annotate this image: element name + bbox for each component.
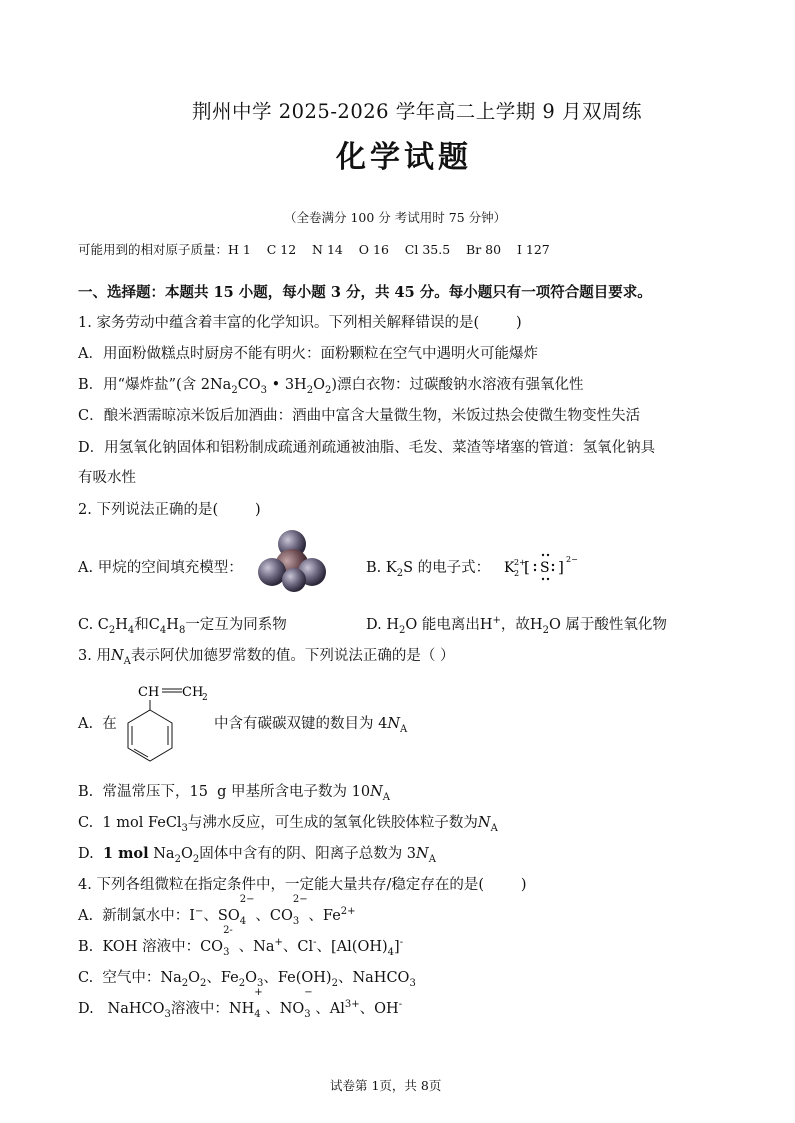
q1-b-pre: B．用“爆炸盐”(含 2Na xyxy=(78,377,232,393)
q2-c-mid: 一定互为同系物 xyxy=(185,617,287,633)
q3-c-mid: 与沸水反应，可生成的氢氧化铁胶体粒子数为 xyxy=(187,815,478,831)
q3-option-b: B. 常温常压下，15 g 甲基所含电子数为 $10N_A$ xyxy=(78,784,391,803)
page-footer: 试卷第 1页，共 8页 xyxy=(330,1078,442,1093)
exam-info: （全卷满分 100 分 考试用时 75 分钟） xyxy=(284,210,507,225)
q1-stem: 1. 家务劳动中蕴含着丰富的化学知识。下列相关解释错误的是( ) xyxy=(78,315,522,331)
atomic-masses: 可能用到的相对原子质量：H 1 C 12 N 14 O 16 Cl 35.5 Br 80 I 127 xyxy=(78,242,550,257)
q1-option-a: A．用面粉做糕点时厨房不能有明火：面粉颗粒在空气中遇明火可能爆炸 xyxy=(78,346,538,362)
styrene-structure xyxy=(120,680,216,764)
q3-b-text: B. 常温常压下，15 g 甲基所含电子数为 10 xyxy=(78,784,371,800)
q3-stem-end: 表示阿伏加德罗常数的值。下列说法正确的是（ ） xyxy=(130,648,455,664)
exam-title: 荆州中学 2025-2026 学年高二上学期 9 月双周练 xyxy=(192,100,643,123)
subject-title: 化学试题 xyxy=(336,140,472,175)
q4-option-c: C. 空气中：$Na_2O_2$、$Fe_2O_3$、$Fe(OH)_2$、NaHCO$_3$ xyxy=(78,970,416,989)
q4-d-pre: D. NaHCO xyxy=(78,1001,165,1017)
q3-d-mid: 固体中含有的阴、阳离子总数为 3 xyxy=(199,846,417,862)
q3-option-c: C. 1 mol FeCl$_3$与沸水反应，可生成的氢氧化铁胶体粒子数为$N_A$ xyxy=(78,815,498,834)
q3-a-post: 中含有碳碳双键的数目为 4 xyxy=(214,716,388,732)
q1-option-b: B．用“爆炸盐”(含 $2Na_2CO_3$ • $3H_2O_2$)漂白衣物：过碳酸钠水溶液有强氧化性 xyxy=(78,377,584,396)
q2-b-pre: B. K xyxy=(366,560,397,576)
q2-b-mid: S 的电子式： xyxy=(403,560,491,576)
q2-d-end: O 属于酸性氧化物 xyxy=(548,617,667,633)
ch-label: CH xyxy=(138,685,160,700)
methane-model-image xyxy=(256,528,328,592)
q4-option-d: D. NaHCO$_3$溶液中：NH + $_4$ 、NO − $_3$ 、$Al^{3+}$、OH- xyxy=(78,987,403,1020)
svg-text:2: 2 xyxy=(202,693,208,703)
svg-text:]: ] xyxy=(558,558,564,576)
q3-option-a-post: 中含有碳碳双键的数目为 $4N_A$ xyxy=(214,716,408,735)
q4-b-pre: B. KOH 溶液中：CO xyxy=(78,939,224,955)
svg-text:[: [ xyxy=(524,558,530,576)
q2-d-pre: D. H xyxy=(366,617,399,633)
q4-option-b: B. KOH 溶液中：CO 2- $_3$ 、Na+、Cl-、$[Al(OH)_4]^-$ xyxy=(78,925,404,958)
q3-option-d: D. 1 mol $Na_2O_2$固体中含有的阴、阳离子总数为 $3N_A$ xyxy=(78,845,436,865)
q1-option-d2: 有吸水性 xyxy=(78,470,136,486)
q2-stem: 2. 下列说法正确的是( ) xyxy=(78,502,261,518)
svg-text:2+: 2+ xyxy=(514,558,526,567)
q3-stem: 3. 用$N_A$表示阿伏加德罗常数的值。下列说法正确的是（ ） xyxy=(78,648,455,667)
q1-option-d1: D．用氢氧化钠固体和铝粉制成疏通剂疏通被油脂、毛发、菜渣等堵塞的管道：氢氧化钠具 xyxy=(78,440,656,456)
q3-stem-pre: 3. 用 xyxy=(78,648,111,664)
svg-text:2: 2 xyxy=(514,569,520,578)
q1-option-c: C．酿米酒需晾凉米饭后加酒曲：酒曲中富含大量微生物，米饭过热会使微生物变性失活 xyxy=(78,408,641,424)
svg-text:K: K xyxy=(504,560,515,576)
k2s-electron-formula xyxy=(502,548,592,582)
svg-text:CH: CH xyxy=(182,685,204,700)
q2-d-mid: O 能电离出H xyxy=(405,617,493,633)
svg-text:S: S xyxy=(540,560,550,576)
q4-a-pre: A. 新制氯水中：I xyxy=(78,908,196,924)
q3-d-bold: 1 mol xyxy=(102,845,149,862)
q2-option-d: D. $H_2O$ 能电离出H+，故$H_2O$ 属于酸性氧化物 xyxy=(366,615,667,636)
section-heading: 一、选择题：本题共 15 小题，每小题 3 分，共 45 分。每小题只有一项符合题目要求。 xyxy=(78,284,652,301)
q3-option-a-pre: A. 在 xyxy=(78,716,117,732)
q4-c-pre: C. 空气中：Na xyxy=(78,970,182,986)
svg-text:2−: 2− xyxy=(566,555,578,564)
q2-option-a: A. 甲烷的空间填充模型： xyxy=(78,560,243,576)
q4-option-a: A. 新制氯水中：I−、SO 2− $_4$ 、CO 2− $_3$ 、$Fe^{2+}$ xyxy=(78,894,356,927)
q3-d-pre: D. xyxy=(78,846,103,862)
q3-c-pre: C. 1 mol FeCl xyxy=(78,815,182,831)
q1-b-post: O xyxy=(313,377,325,393)
q2-option-c: C. $C_2H_4$和$C_4H_8$一定互为同系物 xyxy=(78,617,287,636)
q4-stem: 4. 下列各组微粒在指定条件中，一定能大量共存/稳定存在的是( ) xyxy=(78,877,527,893)
q1-b-end: )漂白衣物：过碳酸钠水溶液有强氧化性 xyxy=(331,377,584,393)
q2-option-b: B. $K_2S$ 的电子式： xyxy=(366,560,491,579)
